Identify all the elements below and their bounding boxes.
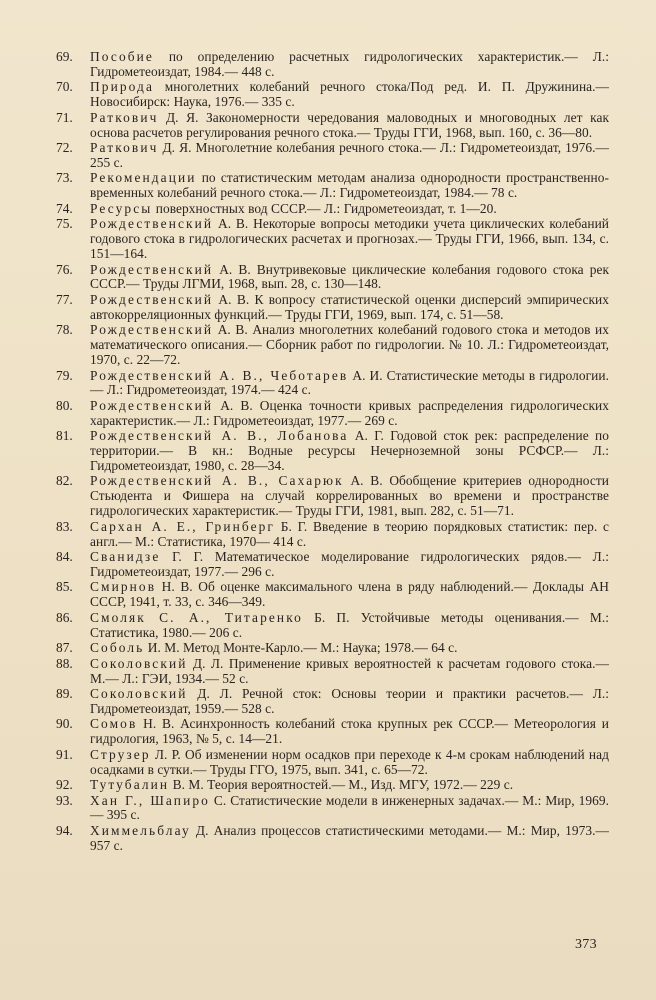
entry-number: 82. — [56, 473, 73, 489]
entry-author: Рождественский — [90, 291, 214, 307]
entry-text: Д. Анализ процессов статистическими методами.— М.: Мир, 1973.— 957 с. — [90, 822, 609, 853]
entry-number: 87. — [56, 640, 73, 656]
entry-author: Рождественский А. В., Чеботарев — [90, 367, 349, 383]
entry-author: Ресурсы — [90, 200, 153, 216]
entry-text: Л. Р. Об изменении норм осадков при переходе к 4-м срокам наблюдений над осадками в сутки.— Труды ГГО, 1975, вып. 341, с. 65—72. — [90, 746, 609, 777]
entry-author: Сархан А. Е., Гринберг — [90, 518, 276, 534]
bibliography-entry — [56, 824, 609, 854]
entry-author: Пособие — [90, 49, 154, 64]
bibliography-entry — [56, 217, 609, 262]
entry-number: 92. — [56, 777, 73, 793]
entry-text: В. М. Теория вероятностей.— М., Изд. МГУ, 1972.— 229 с. — [169, 777, 514, 793]
entry-text: А. В. К вопросу статистической оценки дисперсий эмпирических автокорреляционных функций.— Труды ГГИ, 1969, вып. 174, с. 51—58. — [90, 291, 609, 322]
entry-text: И. М. Метод Монте-Карло.— М.: Наука; 1978.— 64 с. — [144, 640, 458, 656]
bibliography-entry — [56, 202, 609, 217]
bibliography-entry — [56, 794, 609, 824]
entry-author: Сомов — [90, 716, 138, 732]
bibliography-entry — [56, 293, 609, 323]
bibliography-entry — [56, 399, 609, 429]
entry-number: 89. — [56, 686, 73, 701]
entry-number: 85. — [56, 579, 73, 595]
entry-text: по статистическим методам анализа однородности пространственно-временных колебаний речного стока.— Л.: Гидрометеоиздат, 1984.— 78 с. — [90, 170, 609, 201]
entry-text: А. Г. Годовой сток рек: распределение по территории.— В кн.: Водные ресурсы Нечерноземной зоны РСФСР.— Л.: Гидрометеоиздат, 1980, с. 28—34. — [90, 428, 609, 474]
entry-number: 88. — [56, 655, 73, 671]
entry-number: 93. — [56, 792, 73, 808]
entry-author: Соколовский — [90, 655, 188, 671]
entry-author: Раткович — [90, 109, 159, 125]
bibliography-entry — [56, 687, 609, 717]
entry-text: А. В. Внутривековые циклические колебания годового стока рек СССР.— Труды ЛГМИ, 1968, вып. 28, с. 130—148. — [90, 261, 609, 292]
entry-text: Д. Я. Закономерности чередования маловодных и многоводных лет как основа расчетов регулирования речного стока.— Труды ГГИ, 1968, вып. 160, с. 36—80. — [90, 109, 609, 140]
entry-text: Д. Л. Применение кривых вероятностей к расчетам годового стока.— М.— Л.: ГЭИ, 1934.— 52 с. — [90, 655, 609, 686]
bibliography-entry — [56, 778, 609, 793]
entry-number: 86. — [56, 609, 73, 625]
entry-text: поверхностных вод СССР.— Л.: Гидрометеоиздат, т. 1—20. — [152, 200, 497, 216]
bibliography-entry — [56, 520, 609, 550]
entry-text: Н. В. Об оценке максимального члена в ряду наблюдений.— Доклады АН СССР, 1941, т. 33, с. 346—349. — [90, 579, 609, 610]
entry-number: 84. — [56, 549, 73, 565]
bibliography-list — [56, 50, 609, 854]
entry-number: 81. — [56, 428, 73, 444]
entry-author: Рождественский А. В., Лобанова — [90, 428, 349, 444]
entry-text: по определению расчетных гидрологических характеристик.— Л.: Гидрометеоиздат, 1984.— 448 с. — [90, 49, 609, 79]
page-number: 373 — [575, 937, 597, 952]
entry-text: А. В. Некоторые вопросы методики учета циклических колебаний годового стока в гидрологических расчетах и прогнозах.— Труды ГГИ, 1966, вып. 134, с. 151—164. — [90, 216, 609, 262]
bibliography-entry — [56, 550, 609, 580]
entry-author: Сванидзе — [90, 549, 161, 565]
entry-number: 70. — [56, 79, 73, 95]
entry-number: 73. — [56, 170, 73, 186]
bibliography-entry — [56, 641, 609, 656]
entry-number: 79. — [56, 367, 73, 383]
entry-author: Рождественский — [90, 216, 214, 232]
entry-number: 76. — [56, 261, 73, 277]
entry-number: 78. — [56, 322, 73, 338]
entry-author: Рекомендации — [90, 170, 197, 186]
entry-number: 90. — [56, 716, 73, 732]
entry-text: Г. Г. Математическое моделирование гидрологических рядов.— Л.: Гидрометеоиздат, 1977.— 296 с. — [90, 549, 609, 580]
entry-author: Соболь — [90, 640, 145, 656]
entry-text: многолетних колебаний речного стока/Под ред. И. П. Дружинина.— Новосибирск: Наука, 1976.— 335 с. — [90, 79, 609, 110]
entry-number: 72. — [56, 140, 73, 156]
entry-text: А. В. Обобщение критериев однородности Стьюдента и Фишера на случай коррелированных во времени и пространстве гидрологических характеристик.— Труды ГГИ, 1981, вып. 282, с. 51—71. — [90, 473, 609, 519]
entry-text: Д. Я. Многолетние колебания речного стока.— Л.: Гидрометеоиздат, 1976.— 255 с. — [90, 140, 609, 170]
bibliography-entry — [56, 474, 609, 519]
entry-author: Струзер — [90, 746, 151, 762]
entry-text: Б. Г. Введение в теорию порядковых статистик: пер. с англ.— М.: Статистика, 1970— 414 с. — [90, 518, 609, 549]
bibliography-entry — [56, 171, 609, 201]
bibliography-entry — [56, 717, 609, 747]
entry-author: Смоляк С. А., Титаренко — [90, 609, 303, 625]
entry-author: Рождественский — [90, 322, 214, 338]
entry-author: Хан Г., Шапиро — [90, 792, 210, 808]
entry-text: А. И. Статистические методы в гидрологии.— Л.: Гидрометеоиздат, 1974.— 424 с. — [90, 367, 609, 398]
entry-text: Б. П. Устойчивые методы оценивания.— М.: Статистика, 1980.— 206 с. — [90, 609, 609, 640]
bibliography-entry — [56, 429, 609, 474]
bibliography-entry — [56, 323, 609, 368]
bibliography-entry — [56, 141, 609, 171]
bibliography-entry — [56, 263, 609, 293]
entry-number: 71. — [56, 109, 73, 125]
bibliography-entry — [56, 80, 609, 110]
entry-number: 74. — [56, 200, 73, 216]
entry-author: Химмельблау — [90, 822, 191, 838]
entry-text: Д. Л. Речной сток: Основы теории и практики расчетов.— Л.: Гидрометеоиздат, 1959.— 528 с. — [90, 686, 609, 716]
bibliography-entry — [56, 50, 609, 80]
bibliography-entry — [56, 657, 609, 687]
bibliography-entry — [56, 611, 609, 641]
entry-text: Н. В. Асинхронность колебаний стока крупных рек СССР.— Метеорология и гидрология, 1963, № 5, с. 14—21. — [90, 716, 609, 747]
bibliography-entry — [56, 748, 609, 778]
entry-number: 94. — [56, 822, 73, 838]
entry-author: Смирнов — [90, 579, 157, 595]
entry-number: 91. — [56, 746, 73, 762]
entry-author: Рождественский — [90, 397, 214, 413]
entry-number: 80. — [56, 397, 73, 413]
entry-author: Раткович — [90, 140, 159, 156]
entry-text: А. В. Анализ многолетних колебаний годового стока и методов их математического описания.— Сборник работ по гидрологии. № 10. Л.: Гидрометеоиздат, 1970, с. 22—72. — [90, 322, 609, 368]
bibliography-entry — [56, 580, 609, 610]
bibliography-entry — [56, 369, 609, 399]
entry-text: А. В. Оценка точности кривых распределения гидрологических характеристик.— Л.: Гидрометеоиздат, 1977.— 269 с. — [90, 397, 609, 428]
entry-number: 69. — [56, 49, 73, 64]
entry-number: 83. — [56, 518, 73, 534]
entry-author: Рождественский А. В., Сахарюк — [90, 473, 344, 489]
entry-text: С. Статистические модели в инженерных задачах.— М.: Мир, 1969.— 395 с. — [90, 792, 609, 823]
entry-number: 75. — [56, 216, 73, 232]
entry-number: 77. — [56, 291, 73, 307]
entry-author: Природа — [90, 79, 154, 95]
entry-author: Рождественский — [90, 261, 214, 277]
entry-author: Соколовский — [90, 686, 188, 701]
bibliography-entry — [56, 111, 609, 141]
entry-author: Тутубалин — [90, 777, 170, 793]
